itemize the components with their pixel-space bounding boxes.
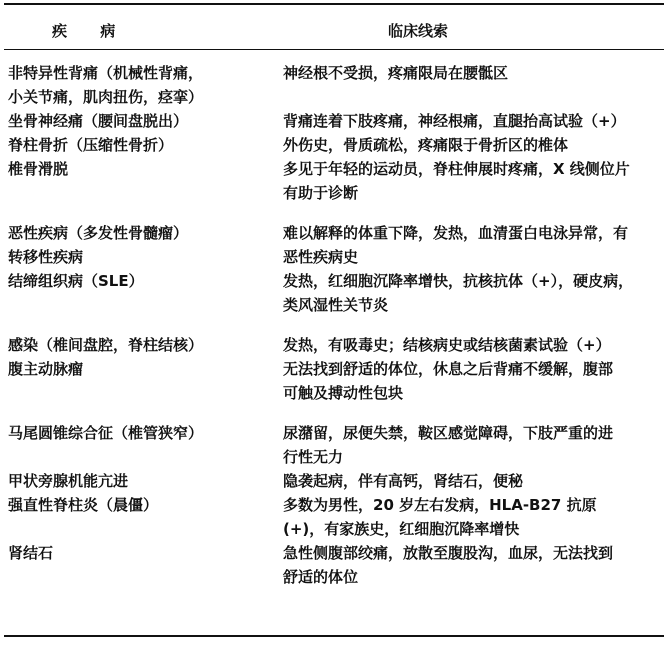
disease-cell — [0, 109, 283, 133]
disease-text: 小关节痛，肌肉扭伤，痉挛） — [8, 88, 204, 106]
clues-text: 隐袭起病，伴有高钙，肾结石，便秘 — [283, 472, 524, 490]
table-row — [0, 357, 668, 405]
clues-cell — [283, 221, 663, 269]
clues-cell — [283, 133, 663, 157]
disease-cell — [0, 469, 283, 493]
top-rule — [4, 3, 664, 5]
clues-text: 有助于诊断 — [283, 184, 359, 202]
bottom-rule — [4, 635, 664, 637]
table-row — [0, 269, 668, 317]
disease-text: 转移性疾病 — [8, 248, 84, 266]
clues-text: 无法找到舒适的体位，休息之后背痛不缓解，腹部 — [283, 360, 614, 378]
clues-cell — [283, 157, 663, 205]
disease-text: 感染（椎间盘腔，脊柱结核） — [8, 336, 204, 354]
table-body — [0, 61, 668, 589]
clues-cell — [283, 269, 663, 317]
clues-cell — [283, 357, 663, 405]
disease-text: 肾结石 — [8, 544, 54, 562]
clues-text: 可触及搏动性包块 — [283, 384, 404, 402]
clues-text: 多数为男性，20 岁左右发病，HLA-B27 抗原 — [283, 496, 597, 514]
clues-text: 急性侧腹部绞痛，放散至腹股沟，血尿，无法找到 — [283, 544, 614, 562]
table-row — [0, 469, 668, 493]
clues-cell — [283, 333, 663, 357]
disease-cell — [0, 133, 283, 157]
table-row — [0, 61, 668, 109]
clues-cell — [283, 61, 663, 109]
clues-text: 恶性疾病史 — [283, 248, 359, 266]
clues-text: 背痛连着下肢疼痛，神经根痛，直腿抬高试验（+） — [283, 112, 626, 130]
clues-text: 外伤史，骨质疏松，疼痛限于骨折区的椎体 — [283, 136, 569, 154]
header-rule — [4, 49, 664, 50]
disease-text: 坐骨神经痛（腰间盘脱出） — [8, 112, 189, 130]
clues-cell — [283, 421, 663, 469]
clues-cell — [283, 469, 663, 493]
clues-cell — [283, 541, 663, 589]
disease-text: 恶性疾病（多发性骨髓瘤） — [8, 224, 189, 242]
disease-cell — [0, 157, 283, 205]
clues-cell — [283, 493, 663, 541]
table-row — [0, 541, 668, 589]
disease-cell — [0, 421, 283, 469]
clues-text: 尿潴留，尿便失禁，鞍区感觉障碍，下肢严重的进 — [283, 424, 614, 442]
disease-text: 强直性脊柱炎（晨僵） — [8, 496, 159, 514]
table-row — [0, 493, 668, 541]
disease-cell — [0, 541, 283, 589]
clues-text: (+)，有家族史，红细胞沉降率增快 — [283, 520, 520, 538]
clues-text: 发热，红细胞沉降率增快，抗核抗体（+），硬皮病， — [283, 272, 634, 290]
disease-text: 结缔组织病（SLE） — [8, 272, 144, 290]
header-clinical-clues: 临床线索 — [388, 22, 449, 40]
header-disease: 疾 病 — [52, 22, 130, 40]
clues-text: 行性无力 — [283, 448, 344, 466]
disease-text: 非特异性背痛（机械性背痛， — [8, 64, 204, 82]
clues-text: 多见于年轻的运动员，脊柱伸展时疼痛，X 线侧位片 — [283, 160, 630, 178]
table-row — [0, 133, 668, 157]
disease-cell — [0, 493, 283, 541]
disease-cell — [0, 357, 283, 405]
disease-cell — [0, 221, 283, 269]
table-row — [0, 157, 668, 205]
table-row — [0, 221, 668, 269]
disease-text: 腹主动脉瘤 — [8, 360, 84, 378]
disease-cell — [0, 61, 283, 109]
clues-text: 类风湿性关节炎 — [283, 296, 389, 314]
disease-text: 脊柱骨折（压缩性骨折） — [8, 136, 174, 154]
table-row — [0, 421, 668, 469]
table-row — [0, 109, 668, 133]
clues-cell — [283, 109, 663, 133]
clues-text: 发热，有吸毒史；结核病史或结核菌素试验（+） — [283, 336, 611, 354]
clues-text: 神经根不受损，疼痛限局在腰骶区 — [283, 64, 509, 82]
table-row — [0, 333, 668, 357]
disease-cell — [0, 269, 283, 317]
disease-cell — [0, 333, 283, 357]
disease-text: 马尾圆锥综合征（椎管狭窄） — [8, 424, 204, 442]
clues-text: 难以解释的体重下降，发热，血清蛋白电泳异常，有 — [283, 224, 629, 242]
disease-text: 甲状旁腺机能亢进 — [8, 472, 129, 490]
disease-text: 椎骨滑脱 — [8, 160, 69, 178]
clues-text: 舒适的体位 — [283, 568, 359, 586]
